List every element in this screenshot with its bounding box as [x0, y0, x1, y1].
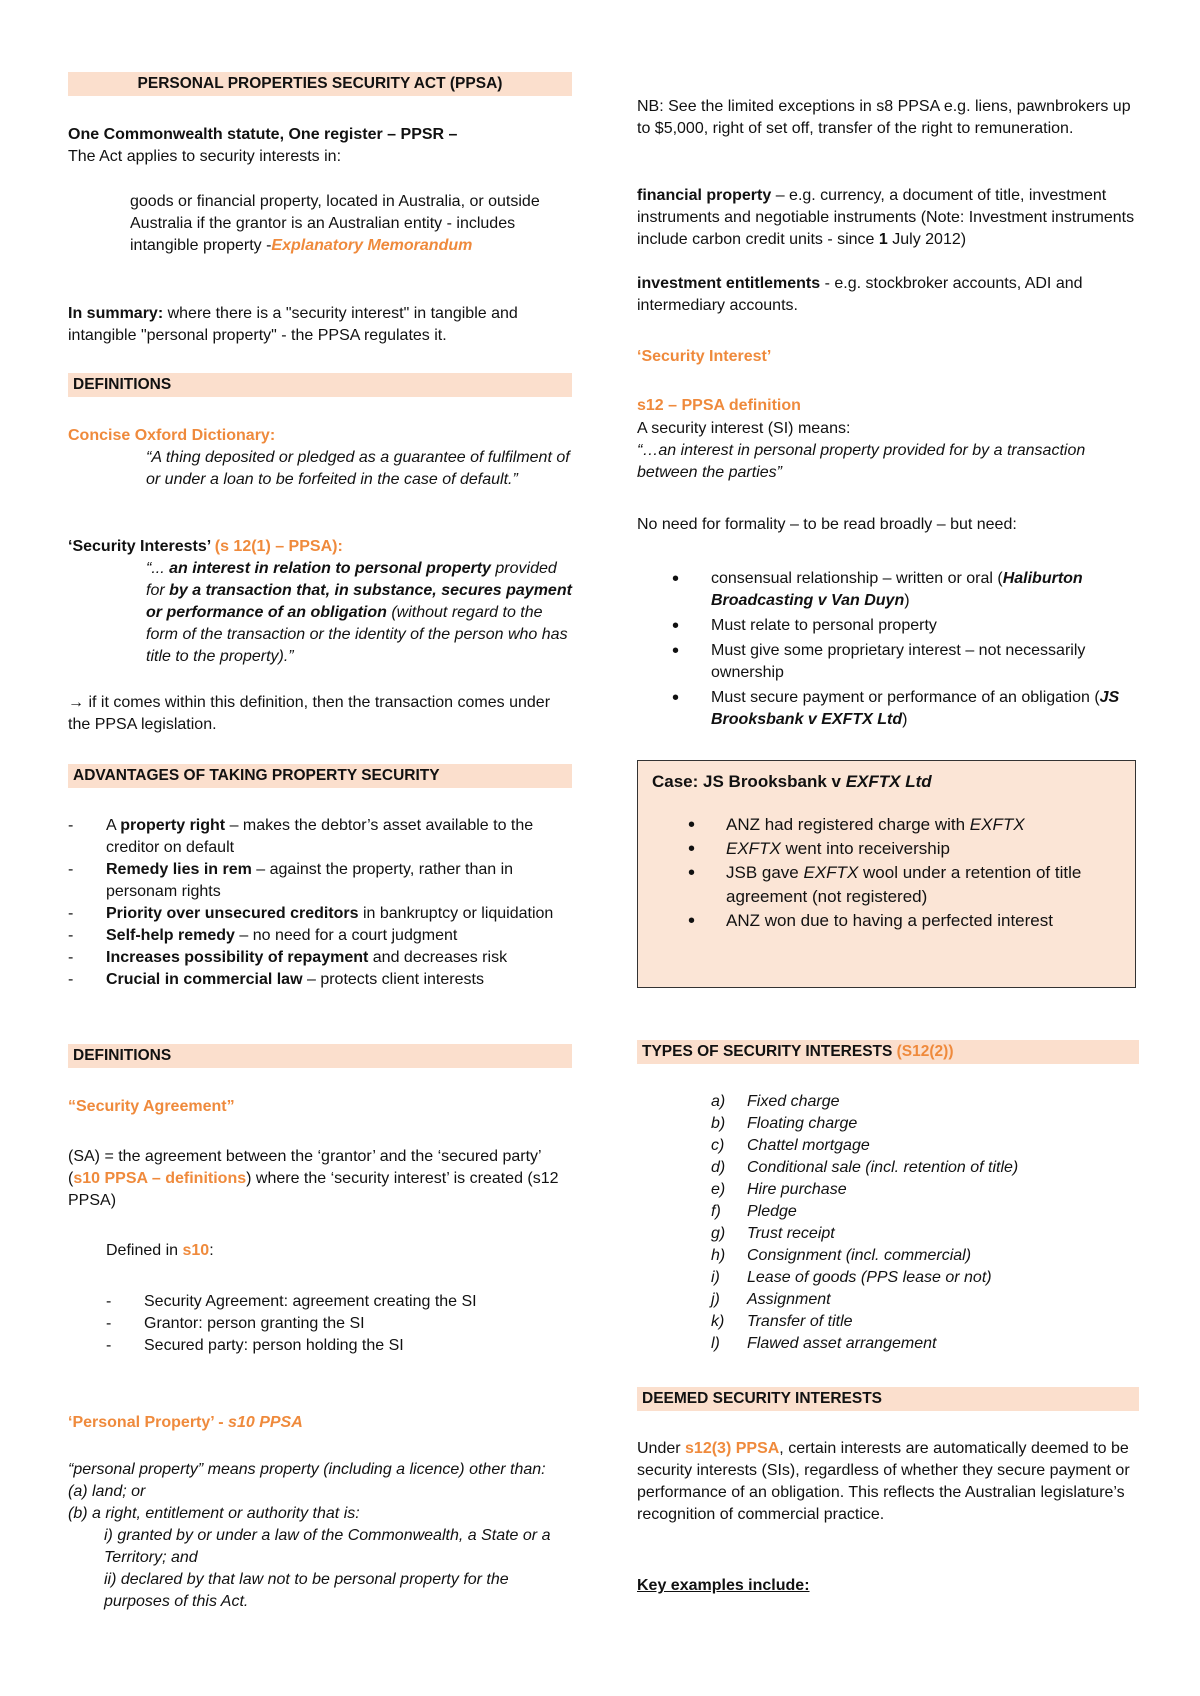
list-item: • consensual relationship – written or oral (Haliburton Broadcasting v Van Duyn)	[637, 568, 1137, 612]
pp-def-line: ii) declared by that law not to be personal property for the purposes of this Act.	[104, 1571, 509, 1610]
intro-bold: One Commonwealth statute, One register – PPSR –	[68, 126, 458, 143]
intro-block	[68, 124, 573, 168]
list-item: - Increases possibility of repayment and decreases risk	[68, 947, 573, 969]
list-item: k) Transfer of title	[711, 1313, 853, 1330]
list-item: • JSB gave EXFTX wool under a retention of title agreement (not registered)	[638, 861, 1135, 909]
si-heading-line	[68, 536, 573, 558]
si-quote-bold: by a transaction	[169, 582, 292, 599]
list-item: • ANZ won due to having a perfected interest	[638, 909, 1135, 933]
list-item: f) Pledge	[711, 1203, 797, 1220]
list-item: - Self-help remedy – no need for a court judgment	[68, 925, 573, 947]
list-item: - Secured party: person holding the SI	[106, 1335, 573, 1357]
pp-heading-line	[68, 1412, 573, 1434]
s10-ref: s10 PPSA – definitions	[73, 1170, 247, 1187]
list-item: h) Consignment (incl. commercial)	[711, 1247, 972, 1264]
investment-entitlements: investment entitlements - e.g. stockbroker accounts, ADI and intermediary accounts.	[637, 275, 1083, 314]
list-item: b) Floating charge	[711, 1115, 858, 1132]
formality-text: No need for formality – to be read broadly – but need:	[637, 516, 1017, 533]
si-quote-part: “...	[146, 560, 170, 577]
si-heading: ‘Security Interests’	[68, 538, 211, 555]
list-item: - Priority over unsecured creditors in bankruptcy or liquidation	[68, 903, 573, 925]
s12-text: A security interest (SI) means:	[637, 420, 851, 437]
list-item: • Must give some proprietary interest – not necessarily ownership	[637, 640, 1137, 684]
pp-def-line: (a) land; or	[68, 1483, 146, 1500]
advantages-list	[68, 815, 573, 991]
intro-text: The Act applies to security interests in:	[68, 148, 342, 165]
advantages-header: ADVANTAGES OF TAKING PROPERTY SECURITY	[68, 764, 572, 788]
list-item: - Remedy lies in rem – against the property, rather than in personam rights	[68, 859, 573, 903]
pp-definition	[68, 1459, 573, 1613]
si-quote-part: (without regard to the form of the transaction or the identity of the person who has title to the property).”	[146, 604, 568, 665]
sa-heading: “Security Agreement”	[68, 1098, 235, 1115]
sa-list	[106, 1291, 573, 1357]
key-examples: Key examples include:	[637, 1577, 810, 1594]
ppsa-header: PERSONAL PROPERTIES SECURITY ACT (PPSA)	[68, 72, 572, 96]
list-item: a) Fixed charge	[711, 1093, 840, 1110]
list-item: • ANZ had registered charge with EXFTX	[638, 813, 1135, 837]
si-quote	[146, 558, 573, 668]
case-list	[638, 813, 1135, 933]
types-header: TYPES OF SECURITY INTERESTS (S12(2))	[637, 1040, 1139, 1064]
nb-text: NB: See the limited exceptions in s8 PPSA e.g. liens, pawnbrokers up to $5,000, right of set off, transfer of the right to remuneration.	[637, 98, 1131, 137]
list-item: j) Assignment	[711, 1291, 831, 1308]
summary-text: where there is a "security interest" in tangible and intangible "personal property" - the PPSA regulates it.	[68, 305, 518, 344]
pp-ref: s10 PPSA	[223, 1414, 303, 1431]
summary-block	[68, 303, 573, 347]
needs-list	[637, 568, 1137, 731]
list-item: c) Chattel mortgage	[711, 1137, 870, 1154]
applies-text: goods or financial property, located in Australia, or outside Australia if the grantor is an Australian entity - includes intangible property -	[130, 193, 540, 254]
financial-property: financial property – e.g. currency, a document of title, investment instruments and negotiable instruments (Note: Investment instruments include carbon credit units - since 1 July 2012)	[637, 187, 1135, 248]
oxford-heading: Concise Oxford Dictionary:	[68, 427, 276, 444]
list-item: - Grantor: person granting the SI	[106, 1313, 573, 1335]
list-item: g) Trust receipt	[711, 1225, 835, 1242]
list-item: - Crucial in commercial law – protects client interests	[68, 969, 573, 991]
applies-block	[130, 191, 563, 257]
deemed-header: DEEMED SECURITY INTERESTS	[637, 1387, 1139, 1411]
pp-heading: ‘Personal Property’ -	[68, 1414, 224, 1431]
oxford-quote: “A thing deposited or pledged as a guarantee of fulfilment of or under a loan to be forfeited in the case of default.”	[146, 449, 570, 488]
list-item: i) Lease of goods (PPS lease or not)	[711, 1269, 992, 1286]
list-item: d) Conditional sale (incl. retention of title)	[711, 1159, 1019, 1176]
pp-def-line: “personal property” means property (including a licence) other than:	[68, 1461, 546, 1478]
si-ref: (s 12(1) – PPSA):	[210, 538, 343, 555]
case-title: Case: JS Brooksbank v EXFTX Ltd	[652, 772, 932, 791]
s12-3-ref: s12(3) PPSA	[685, 1440, 780, 1457]
summary-label: In summary:	[68, 305, 164, 322]
si-quote-part: that,	[291, 582, 335, 599]
list-item: e) Hire purchase	[711, 1181, 847, 1198]
si-arrow-note: → if it comes within this definition, then the transaction comes under the PPSA legislation.	[68, 694, 551, 733]
list-item: - A property right – makes the debtor’s asset available to the creditor on default	[68, 815, 573, 859]
si-heading: ‘Security Interest’	[637, 348, 772, 365]
case-box	[637, 760, 1136, 988]
deemed-text: Under s12(3) PPSA, certain interests are automatically deemed to be security interests (SIs), regardless of whether they secure payment or performance of an obligation. This reflects the Australian legislature’s recognition of commercial practice.	[637, 1440, 1130, 1523]
s10-ref: s10	[182, 1242, 210, 1259]
pp-def-line: (b) a right, entitlement or authority that is:	[68, 1505, 360, 1522]
definitions2-header: DEFINITIONS	[68, 1044, 572, 1068]
si-quote-bold: in substance, secures payment or performance of an obligation	[146, 582, 572, 621]
list-item: • EXFTX went into receivership	[638, 837, 1135, 861]
list-item: • Must relate to personal property	[637, 615, 1137, 637]
list-item: • Must secure payment or performance of an obligation (JS Brooksbank v EXFTX Ltd)	[637, 687, 1137, 731]
list-item: l) Flawed asset arrangement	[711, 1335, 937, 1352]
types-list	[637, 1091, 1137, 1355]
defined-in: Defined in s10:	[106, 1242, 214, 1259]
definitions-header: DEFINITIONS	[68, 373, 572, 397]
sa-text: (SA) = the agreement between the ‘grantor’ and the ‘secured party’ (s10 PPSA – definitions) where the ‘security interest’ is created (s12 PPSA)	[68, 1148, 559, 1209]
list-item: - Security Agreement: agreement creating the SI	[106, 1291, 573, 1313]
si-quote-bold: an interest in relation to personal property	[169, 560, 491, 577]
pp-def-line: i) granted by or under a law of the Commonwealth, a State or a Territory; and	[104, 1527, 551, 1566]
s12-quote: “…an interest in personal property provided for by a transaction between the parties”	[637, 442, 1086, 481]
si-quote-part: provided for	[146, 560, 557, 599]
explanatory-memorandum-ref: Explanatory Memorandum	[271, 237, 473, 254]
s12-heading: s12 – PPSA definition	[637, 397, 801, 414]
